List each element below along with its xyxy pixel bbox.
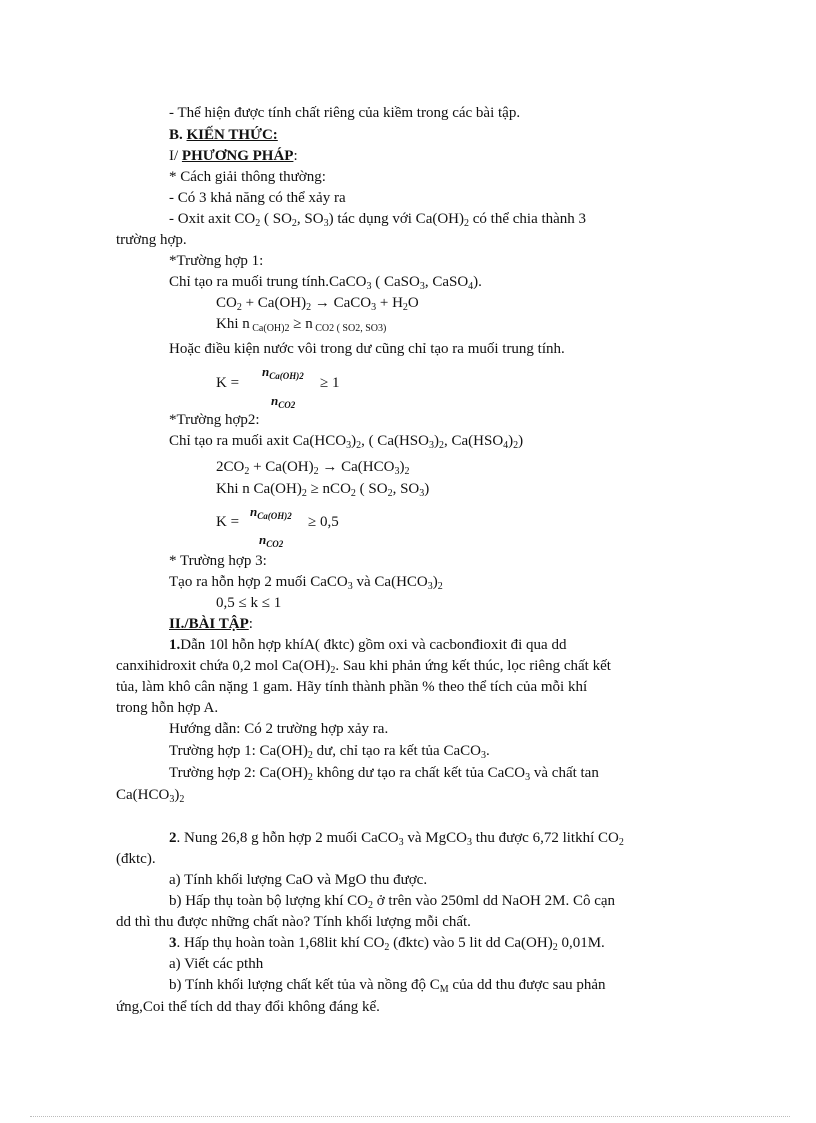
- text-line: $Ca(HCO_3)_2$: [116, 787, 185, 805]
- inequality-line: 0,5 ≤ k ≤ 1: [216, 595, 282, 611]
- text-line: tủa, làm khô cân nặng 1 gam. Hãy tính thành phần % theo thể tích của mỗi khí: [116, 679, 588, 695]
- text-line: Chỉ tạo ra muối trung tính.CaCO$_3$ ( CaSO$_3$, CaSO$_4$).: [169, 274, 482, 292]
- text-line: - Có 3 khả năng có thể xảy ra: [169, 190, 346, 206]
- condition-line: Khi n $Ca(OH)_2 \ge nCO_2$ ( $SO_2$, $SO_3$): [216, 481, 430, 499]
- equation-1: $CO_2 + Ca(OH)_2$ → CaCO$_3$ + $H_2O$: [216, 295, 419, 313]
- ratio-relation: ≥ 1: [320, 375, 340, 391]
- case-heading-1: *Trường hợp 1:: [169, 253, 264, 269]
- page-bottom-divider: [30, 1116, 790, 1117]
- text-line: Chỉ tạo ra muối axit $Ca(HCO_3)_2$, ( $Ca(HSO_3)_2$, $Ca(HSO_4)_2$): [169, 433, 524, 451]
- text-line: b) Hấp thụ toàn bộ lượng khí $CO_2$ ở trên vào 250ml dd NaOH 2M. Cô cạn: [169, 893, 616, 911]
- hint-line: Hướng dẫn: Có 2 trường hợp xảy ra.: [169, 721, 389, 737]
- exercise-1: 1.Dẫn 10l hỗn hợp khíA( đktc) gồm oxi và cacbonđioxit đi qua dd: [169, 637, 567, 653]
- ratio-numerator: $n_{Ca(OH)2}$: [262, 364, 304, 381]
- section-heading-method: I/ PHƯƠNG PHÁP:: [169, 148, 298, 164]
- objective-line: - Thể hiện được tính chất riêng của kiềm trong các bài tập.: [169, 105, 521, 121]
- text-line: Hoặc điều kiện nước vôi trong dư cũng chỉ tạo ra muối trung tính.: [169, 341, 565, 357]
- text-line: - Oxit axit $CO_2$ ( $SO_2$, $SO_3$) tác dụng với $Ca(OH)_2$ có thể chia thành 3: [169, 211, 587, 229]
- section-heading-exercises: II./BÀI TẬP:: [169, 616, 253, 632]
- ratio-relation: ≥ 0,5: [308, 514, 339, 530]
- fraction-bar: [260, 384, 322, 385]
- text-line: Tạo ra hỗn hợp 2 muối CaCO$_3$ và $Ca(HCO_3)_2$: [169, 574, 443, 592]
- ratio-denominator: $n_{CO2}$: [259, 532, 284, 549]
- text-line: Trường hợp 1: $Ca(OH)_2$ dư, chỉ tạo ra kết tủa CaCO$_3$.: [169, 743, 490, 761]
- text-line: a) Tính khối lượng CaO và MgO thu được.: [169, 872, 428, 888]
- text-line: canxihidroxit chứa 0,2 mol $Ca(OH)_2$. Sau khi phản ứng kết thúc, lọc riêng chất kết: [116, 658, 611, 676]
- text-line: dd thì thu được những chất nào? Tính khối lượng mỗi chất.: [116, 914, 471, 930]
- section-heading-b: B. KIẾN THỨC:: [169, 127, 278, 143]
- exercise-2: 2. Nung 26,8 g hỗn hợp 2 muối CaCO$_3$ và MgCO$_3$ thu được 6,72 litkhí $CO_2$: [169, 830, 624, 848]
- case-heading-3: * Trường hợp 3:: [169, 553, 267, 569]
- fraction-bar: [248, 524, 308, 525]
- condition-line: Khi n $_{Ca(OH)2}$ ≥ n $_{CO2 ( SO2, SO3)}$: [216, 316, 387, 334]
- ratio-denominator: $n_{CO2}$: [271, 393, 296, 410]
- ratio-k-label: K =: [216, 514, 240, 530]
- text-line: a) Viết các pthh: [169, 956, 264, 972]
- case-heading-2: *Trường hợp2:: [169, 412, 260, 428]
- exercise-3: 3. Hấp thụ hoàn toàn 1,68lit khí $CO_2$ (đktc) vào 5 lit dd $Ca(OH)_2$ 0,01M.: [169, 935, 605, 953]
- text-line: ứng,Coi thể tích dd thay đổi không đáng kể.: [116, 999, 380, 1015]
- text-line: b) Tính khối lượng chất kết tủa và nồng độ $C_M$ của dd thu được sau phản: [169, 977, 606, 995]
- text-line: trường hợp.: [116, 232, 187, 248]
- text-line: (đktc).: [116, 851, 156, 867]
- text-line: Trường hợp 2: $Ca(OH)_2$ không dư tạo ra chất kết tủa CaCO$_3$ và chất tan: [169, 765, 599, 783]
- text-line: trong hỗn hợp A.: [116, 700, 219, 716]
- ratio-numerator: $n_{Ca(OH)2}$: [250, 504, 292, 521]
- ratio-k-label: K =: [216, 375, 240, 391]
- equation-2: $2CO_2 + Ca(OH)_2 \to Ca(HCO_3)_2$: [216, 459, 410, 477]
- text-line: * Cách giải thông thường:: [169, 169, 326, 185]
